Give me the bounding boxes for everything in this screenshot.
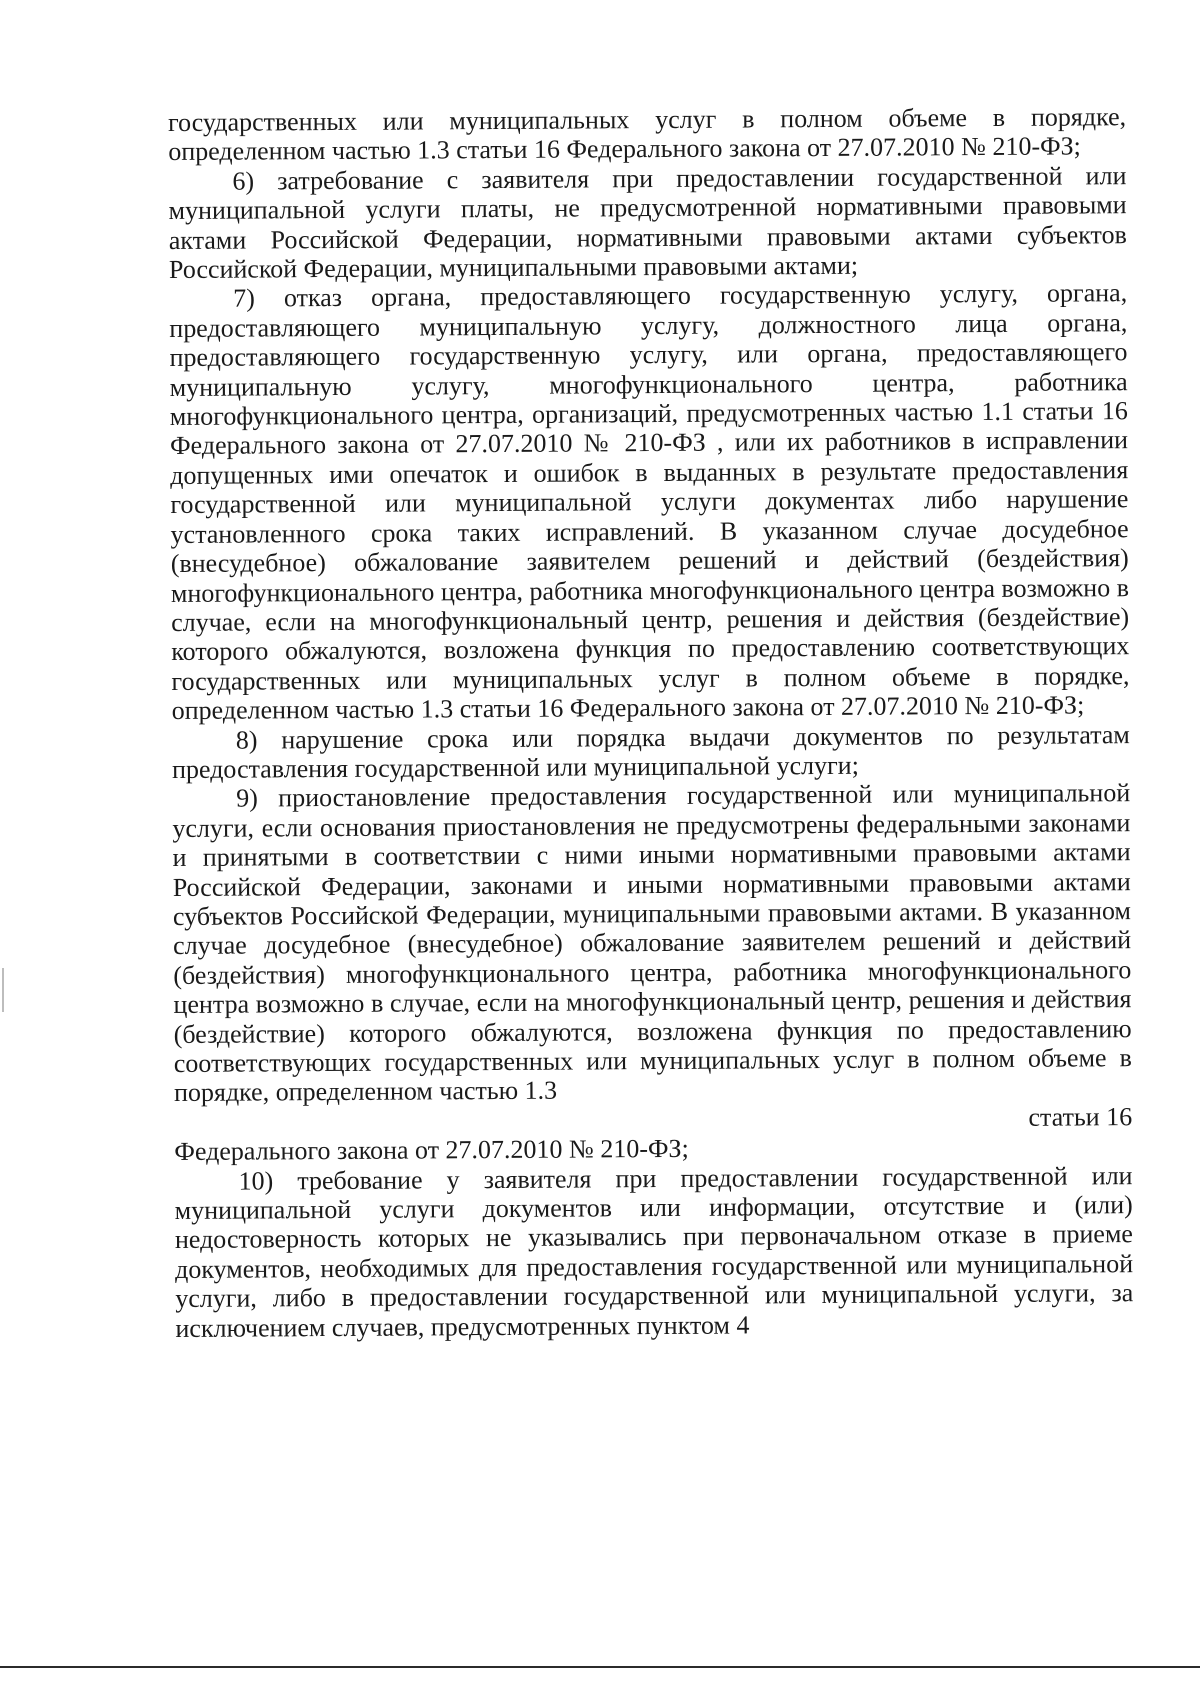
document-body (168, 102, 1134, 1343)
paragraph-item-10: 10) требование у заявителя при предоставлении государственной или муниципальной услуги документов или информации, отсутствие и (или) недостоверность которых не указывались при первоначальном отказе в приеме документов, необходимых для предоставления государственной или муниципальной услуги, либо в предоставлении государственной или муниципальной услуги, за исключением случаев, предусмотренных пунктом 4 (174, 1160, 1134, 1343)
paragraph-item-7: 7) отказ органа, предоставляющего государственную услугу, органа, предоставляющего муниципальную услугу, должностного лица органа, предоставляющего государственную услугу, или органа, предоставляющего муниципальную услугу, многофункционального центра, работника многофункционального центра, организаций, предусмотренных частью 1.1 статьи 16 Федерального закона от 27.07.2010 № 210-ФЗ , или их работников в исправлении допущенных ими опечаток и ошибок в выданных в результате предоставления государственной или муниципальной услуги документах либо нарушение установленного срока таких исправлений. В указанном случае досудебное (внесудебное) обжалование заявителем решений и действий (бездействия) многофункционального центра, работника многофункционального центра возможно в случае, если на многофункциональный центр, решения и действия (бездействие) которого обжалуются, возложена функция по предоставлению соответствующих государственных или муниципальных услуг в полном объеме в порядке, определенном частью 1.3 статьи 16 Федерального закона от 27.07.2010 № 210-ФЗ; (169, 278, 1130, 726)
scan-edge-mark (2, 968, 4, 1012)
paragraph-item-6: 6) затребование с заявителя при предоставлении государственной или муниципальной услуги платы, не предусмотренной нормативными правовыми актами Российской Федерации, нормативными правовыми актами субъектов Российской Федерации, муниципальными правовыми актами; (168, 160, 1127, 285)
scan-bottom-edge-line (0, 1666, 1200, 1668)
paragraph-item-9-tail-right: статьи 16 (1028, 1101, 1133, 1132)
paragraph-item-9 (172, 778, 1132, 1107)
paragraph-item-8: 8) нарушение срока или порядка выдачи документов по результатам предоставления государственной или муниципальной услуги; (171, 719, 1130, 784)
paragraph-item-9-end: Федерального закона от 27.07.2010 № 210-ФЗ; (174, 1134, 689, 1167)
paragraph-item-9-text: 9) приостановление предоставления государственной или муниципальной услуги, если основания приостановления не предусмотрены федеральными законами и принятыми в соответствии с ними иными нормативными правовыми актами Российской Федерации, законами и иными нормативными правовыми актами субъектов Российской Федерации, муниципальными правовыми актами. В указанном случае досудебное (внесудебное) обжалование заявителем решений и действий (бездействия) многофункционального центра, работника многофункционального центра возможно в случае, если на многофункциональный центр, решения и действия (бездействие) которого обжалуются, возложена функция по предоставлению соответствующих государственных или муниципальных услуг в полном объеме в порядке, определенном частью 1.3 (172, 778, 1132, 1108)
paragraph-continuation: государственных или муниципальных услуг в полном объеме в порядке, определенном частью 1.3 статьи 16 Федерального закона от 27.07.2010 № 210-ФЗ; (168, 102, 1127, 167)
